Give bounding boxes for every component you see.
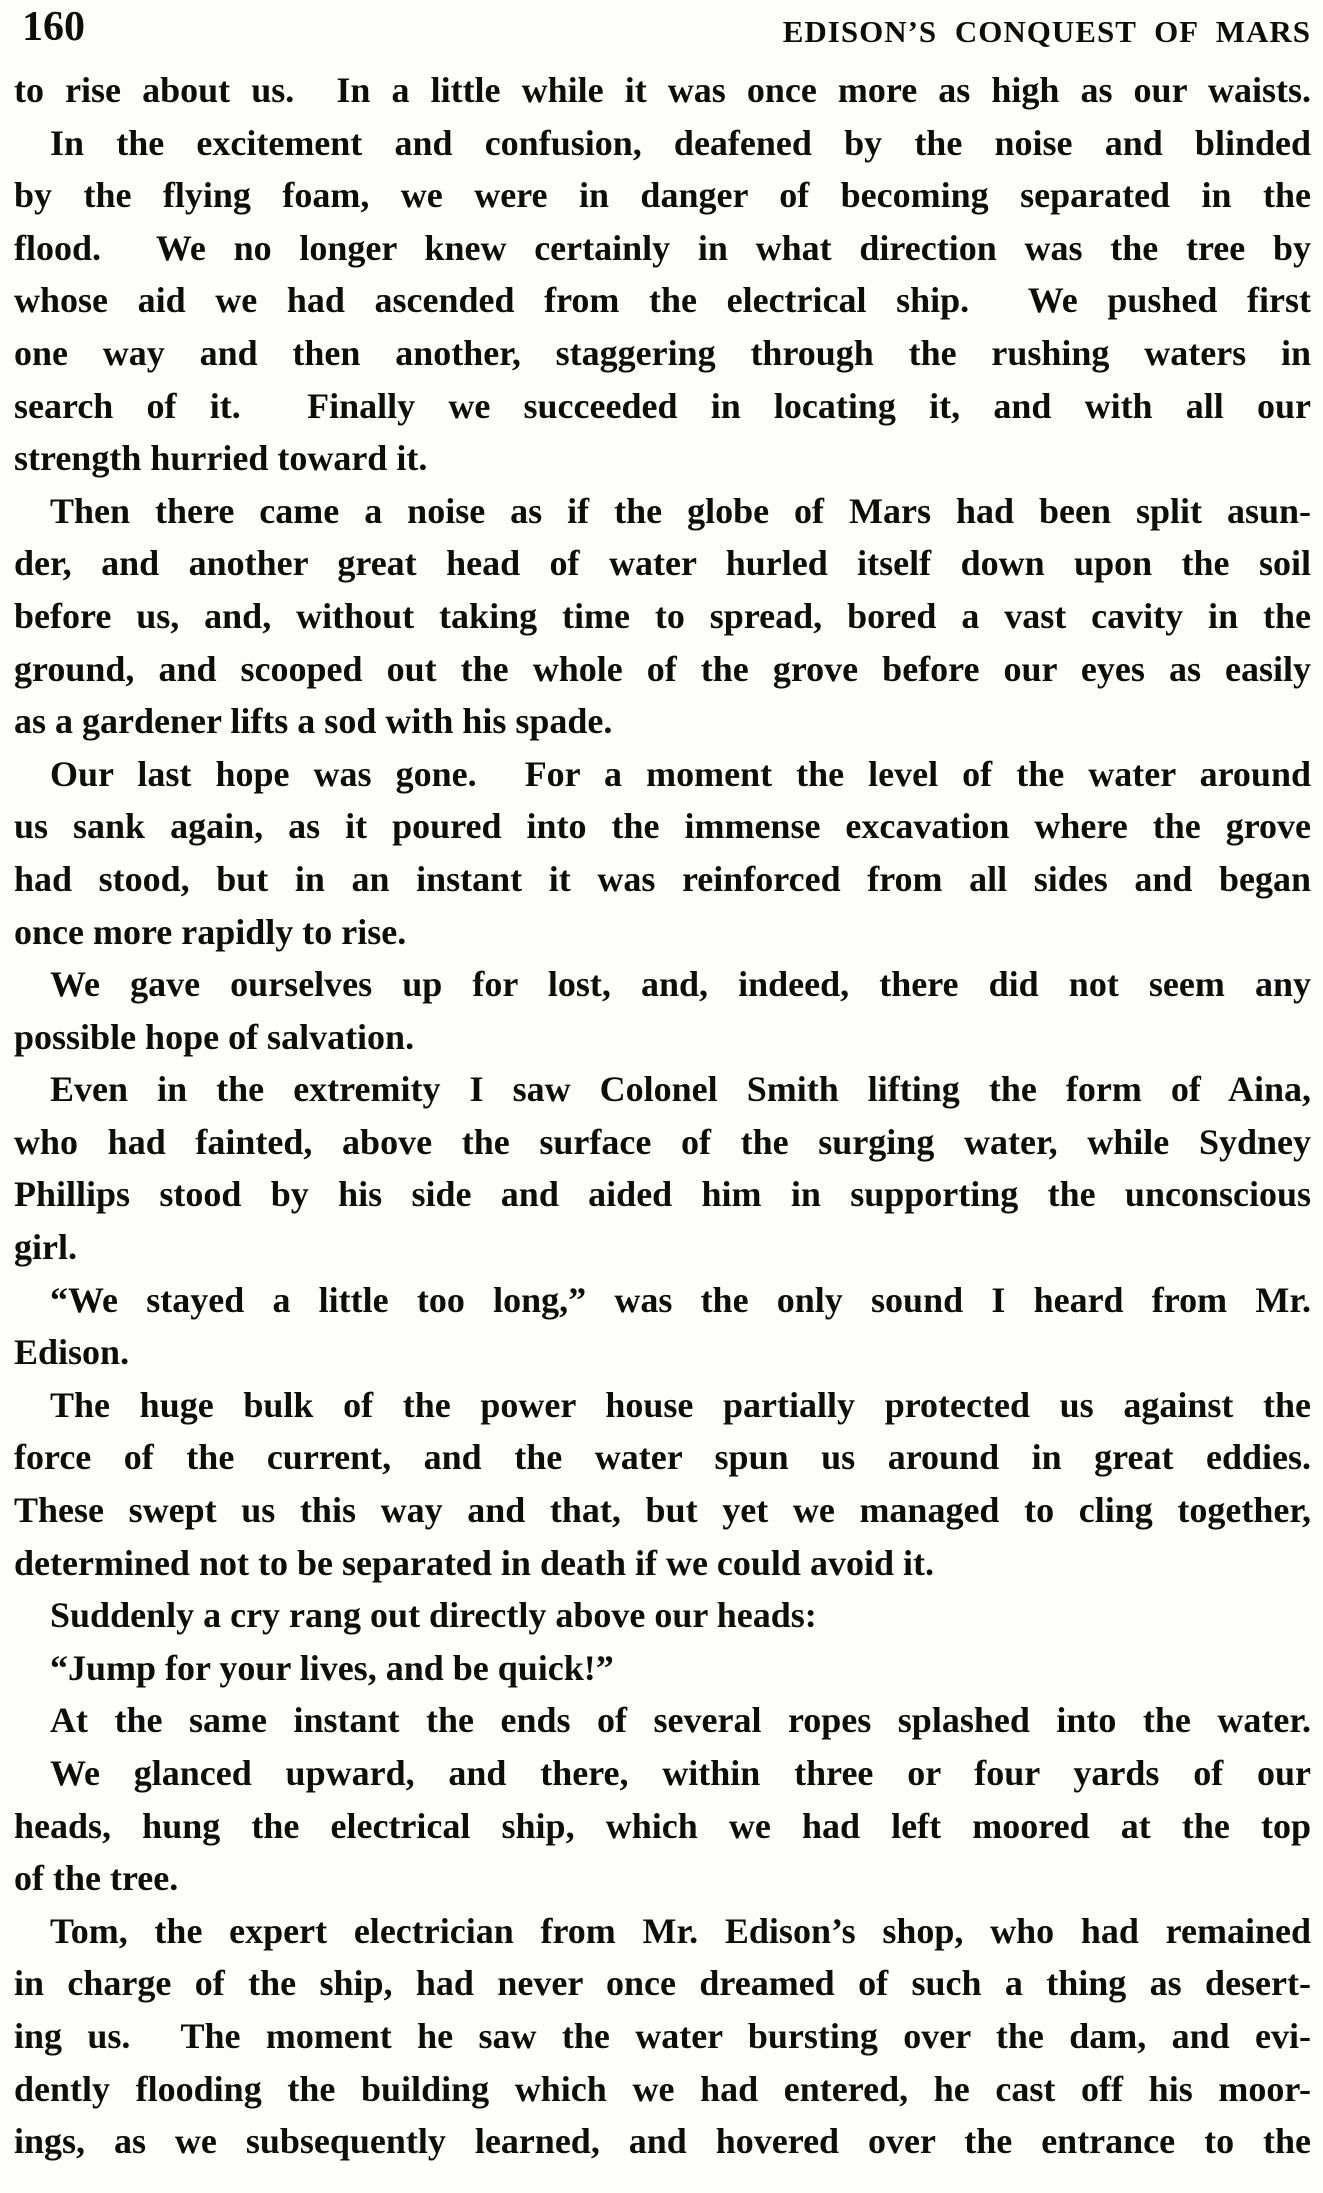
text-line: before us, and, without taking time to spread, bored a vast cavity in the (14, 595, 1311, 636)
text-line: flood. We no longer knew certainly in what direction was the tree by (14, 227, 1311, 268)
text-line: dently flooding the building which we had entered, he cast off his moor- (14, 2068, 1311, 2109)
text-line: “We stayed a little too long,” was the only sound I heard from Mr. (50, 1279, 1311, 1320)
text-line: force of the current, and the water spun us around in great eddies. (14, 1437, 1311, 1478)
text-line: ings, as we subsequently learned, and hovered over the entrance to the (14, 2121, 1311, 2162)
running-head: EDISON’S CONQUEST OF MARS (782, 14, 1311, 49)
text-line: The huge bulk of the power house partially protected us against the (50, 1384, 1311, 1425)
text-line: ing us. The moment he saw the water bursting over the dam, and evi- (14, 2015, 1311, 2056)
page-header (0, 0, 1323, 60)
text-line: “Jump for your lives, and be quick!” (50, 1647, 614, 1688)
text-line: In the excitement and confusion, deafened by the noise and blinded (50, 122, 1311, 163)
text-line: search of it. Finally we succeeded in locating it, and with all our (14, 385, 1311, 426)
text-line: to rise about us. In a little while it was once more as high as our waists. (14, 70, 1311, 110)
text-line: girl. (14, 1227, 77, 1268)
page-body (14, 64, 1311, 2168)
text-line: We glanced upward, and there, within three or four yards of our (50, 1753, 1311, 1793)
text-line: who had fainted, above the surface of the surging water, while Sydney (14, 1121, 1311, 1162)
text-line: strength hurried toward it. (14, 438, 428, 479)
text-line: ground, and scooped out the whole of the grove before our eyes as easily (14, 648, 1311, 689)
text-line: possible hope of salvation. (14, 1016, 415, 1057)
text-line: We gave ourselves up for lost, and, indeed, there did not seem any (50, 964, 1311, 1005)
text-line: by the flying foam, we were in danger of becoming separated in the (14, 175, 1311, 216)
text-line: in charge of the ship, had never once dreamed of such a thing as desert- (14, 1963, 1311, 2004)
text-line: as a gardener lifts a sod with his spade. (14, 701, 613, 742)
text-line: once more rapidly to rise. (14, 911, 407, 952)
text-line: At the same instant the ends of several ropes splashed into the water. (50, 1700, 1311, 1741)
text-line: Tom, the expert electrician from Mr. Edison’s shop, who had remained (50, 1910, 1311, 1951)
text-line: Even in the extremity I saw Colonel Smith lifting the form of Aina, (50, 1069, 1311, 1110)
text-line: These swept us this way and that, but yet we managed to cling together, (14, 1490, 1311, 1531)
text-line: determined not to be separated in death if we could avoid it. (14, 1542, 934, 1583)
text-line: Then there came a noise as if the globe of Mars had been split asun- (50, 490, 1311, 531)
text-line: us sank again, as it poured into the immense excavation where the grove (14, 806, 1311, 847)
text-line: of the tree. (14, 1858, 179, 1899)
text-line: Edison. (14, 1332, 130, 1373)
text-line: Suddenly a cry rang out directly above our heads: (50, 1595, 817, 1636)
text-line: one way and then another, staggering through the rushing waters in (14, 332, 1311, 373)
page-number: 160 (22, 4, 85, 50)
text-line: der, and another great head of water hurled itself down upon the soil (14, 543, 1311, 584)
text-line: whose aid we had ascended from the electrical ship. We pushed first (14, 280, 1311, 321)
text-line: heads, hung the electrical ship, which we had left moored at the top (14, 1805, 1311, 1846)
text-line: Phillips stood by his side and aided him in supporting the unconscious (14, 1174, 1311, 1215)
text-line: Our last hope was gone. For a moment the level of the water around (50, 753, 1311, 794)
text-line: had stood, but in an instant it was reinforced from all sides and began (14, 858, 1311, 899)
